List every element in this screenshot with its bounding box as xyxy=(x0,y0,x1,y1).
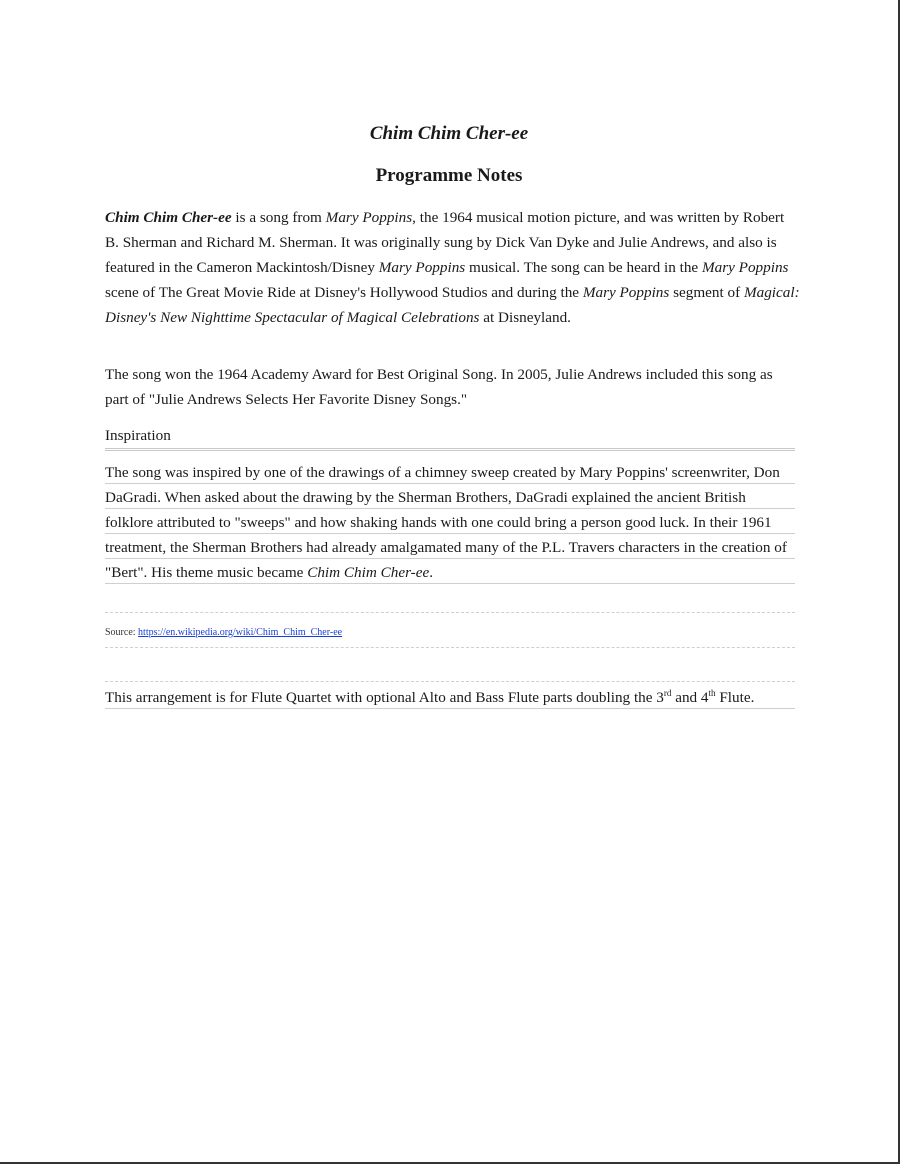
document-subtitle: Programme Notes xyxy=(375,165,523,186)
film-title-emphasis: Mary Poppins xyxy=(325,209,413,226)
intro-paragraph xyxy=(105,205,800,330)
text-run: is a song from xyxy=(231,209,326,226)
text-run: scene of The Great Movie Ride at Disney's Hollywood Studios and during the xyxy=(105,284,583,301)
inspiration-paragraph xyxy=(105,460,795,585)
arrangement-paragraph xyxy=(105,685,795,710)
film-title-emphasis: Mary Poppins xyxy=(378,259,466,276)
inspiration-heading: Inspiration xyxy=(105,426,795,451)
text-run: at Disneyland. xyxy=(479,309,571,326)
dotted-rule xyxy=(105,681,795,682)
document-title: Chim Chim Cher-ee xyxy=(369,123,529,144)
film-title-emphasis: Mary Poppins xyxy=(582,284,670,301)
text-run: segment of xyxy=(669,284,744,301)
ordinal-suffix: rd xyxy=(663,687,672,698)
song-title-emphasis: Chim Chim Cher-ee xyxy=(307,564,430,581)
text-run: . xyxy=(429,564,434,581)
text-run: musical. The song can be heard in the xyxy=(465,259,702,276)
source-label: Source: xyxy=(105,627,139,638)
source-citation xyxy=(105,626,795,640)
award-paragraph: The song won the 1964 Academy Award for Best Original Song. In 2005, Julie Andrews included this song as part of "Julie Andrews Selects Her Favorite Disney Songs." xyxy=(105,366,773,408)
text-run: The song was inspired by one of the drawings of a chimney sweep created by Mary Poppins' screenwriter, Don DaGradi. When asked about the drawing by the Sherman Brothers, DaGradi explained the ancient British folklore attributed to "sweeps" and how shaking hands with one could bring a person good luck. In their 1961 treatment, the Sherman Brothers had already amalgamated many of the P.L. Travers characters in the creation of "Bert". His theme music became xyxy=(105,464,787,581)
dotted-rule xyxy=(105,647,795,648)
dotted-rule xyxy=(105,612,795,613)
film-title-emphasis: Mary Poppins xyxy=(701,259,789,276)
ordinal-suffix: th xyxy=(708,687,716,698)
text-run: , the 1964 musical motion picture, and was written by Robert B. Sherman and Richard M. Sherman. It was originally sung by Dick Van Dyke and Julie Andrews, and also is featured in the Cameron Mackintosh/Disney xyxy=(105,209,785,276)
source-link[interactable]: https://en.wikipedia.org/wiki/Chim_Chim_Cher-ee xyxy=(138,627,343,638)
show-title-emphasis: Magical: Disney's New Nighttime Spectacular of Magical Celebrations xyxy=(105,284,800,326)
text-run: Flute. xyxy=(715,689,755,706)
text-run: This arrangement is for Flute Quartet with optional Alto and Bass Flute parts doubling the 3 xyxy=(105,689,664,706)
song-title-emphasis: Chim Chim Cher-ee xyxy=(105,209,232,226)
text-run: and 4 xyxy=(671,689,709,706)
